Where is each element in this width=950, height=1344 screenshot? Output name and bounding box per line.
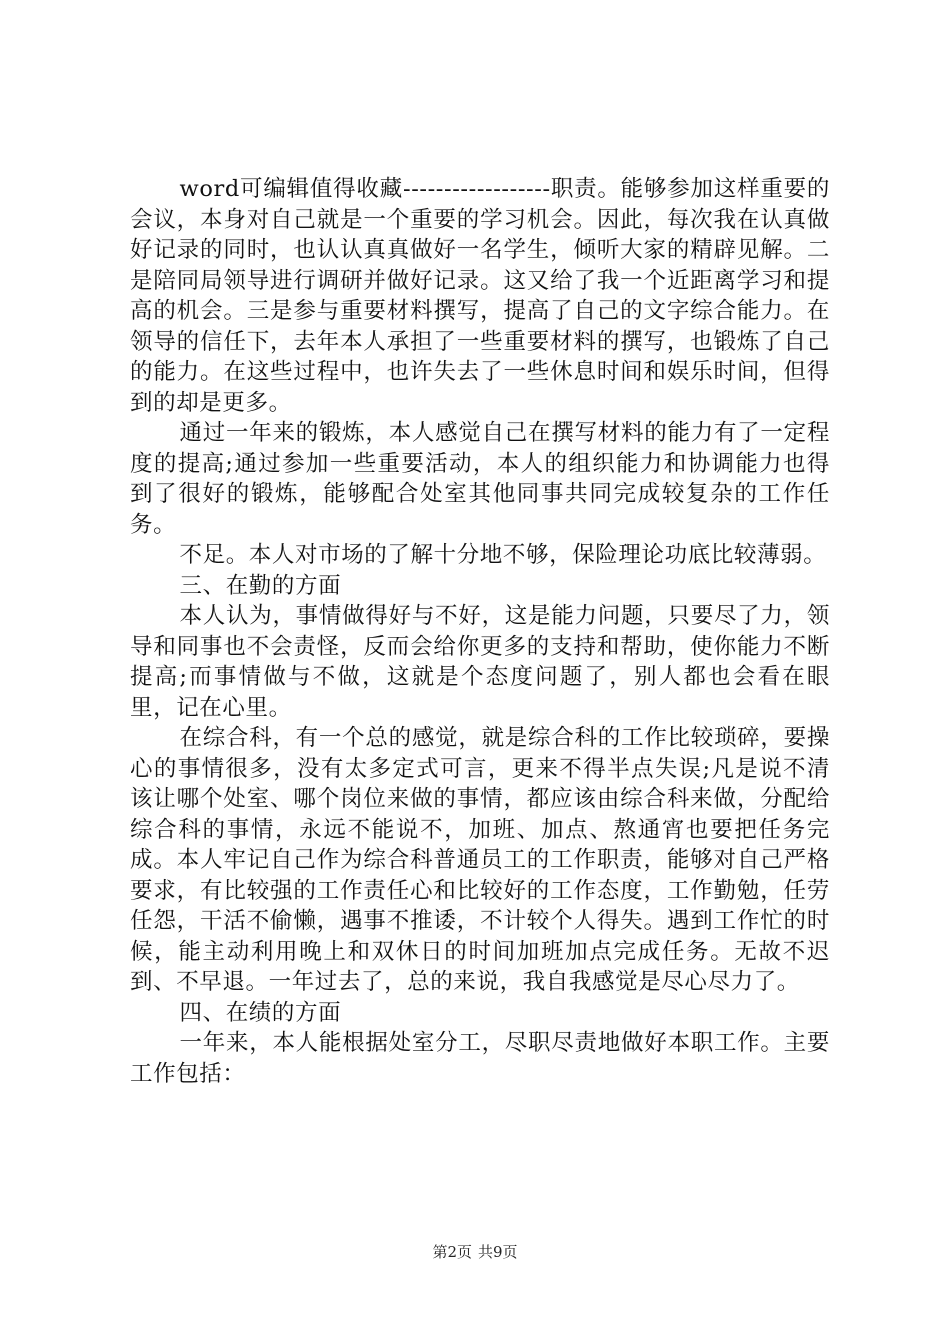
- section-heading-performance: 四、在绩的方面: [179, 999, 342, 1026]
- paragraph-attitude: 本人认为，事情做得好与不好，这是能力问题，只要尽了力，领导和同事也不会责怪，反而会给你更多的支持和帮助，使你能力不断提高;而事情做与不做，这就是个态度问题了，别人都也会看在眼里，记在心里。: [130, 603, 830, 721]
- page-footer: [0, 1242, 950, 1262]
- paragraph-general-office: 在综合科，有一个总的感觉，就是综合科的工作比较琐碎，要操心的事情很多，没有太多定式可言，更来不得半点失误;凡是说不清该让哪个处室、哪个岗位来做的事情，都应该由综合科来做，分配给综合科的事情，永远不能说不，加班、加点、熬通宵也要把任务完成。本人牢记自己作为综合科普通员工的工作职责，能够对自己严格要求，有比较强的工作责任心和比较好的工作态度，工作勤勉，任劳任怨，干活不偷懒，遇事不推诿，不计较个人得失。遇到工作忙的时候，能主动利用晚上和双休日的时间加班加点完成任务。无故不迟到、不早退。一年过去了，总的来说，我自我感觉是尽心尽力了。: [130, 725, 830, 995]
- section-heading-diligence: 三、在勤的方面: [179, 572, 342, 599]
- page-total: 共9页: [478, 1243, 518, 1261]
- paragraph-training: 通过一年来的锻炼，本人感觉自己在撰写材料的能力有了一定程度的提高;通过参加一些重要活动，本人的组织能力和协调能力也得到了很好的锻炼，能够配合处室其他同事共同完成较复杂的工作任务。: [130, 420, 830, 538]
- paragraph-responsibilities: word可编辑值得收藏------------------职责。能够参加这样重要的会议，本身对自己就是一个重要的学习机会。因此，每次我在认真做好记录的同时，也认认真真做好一名学生，倾听大家的精辟见解。二是陪同局领导进行调研并做好记录。这又给了我一个近距离学习和提高的机会。三是参与重要材料撰写，提高了自己的文字综合能力。在领导的信任下，去年本人承担了一些重要材料的撰写，也锻炼了自己的能力。在这些过程中，也许失去了一些休息时间和娱乐时间，但得到的却是更多。: [130, 176, 830, 416]
- document-body: [130, 174, 830, 1089]
- paragraph-main-work: 一年来，本人能根据处室分工，尽职尽责地做好本职工作。主要工作包括：: [130, 1030, 830, 1087]
- paragraph-shortcomings: 不足。本人对市场的了解十分地不够，保险理论功底比较薄弱。: [179, 542, 827, 568]
- page-number: 第2页: [432, 1243, 472, 1261]
